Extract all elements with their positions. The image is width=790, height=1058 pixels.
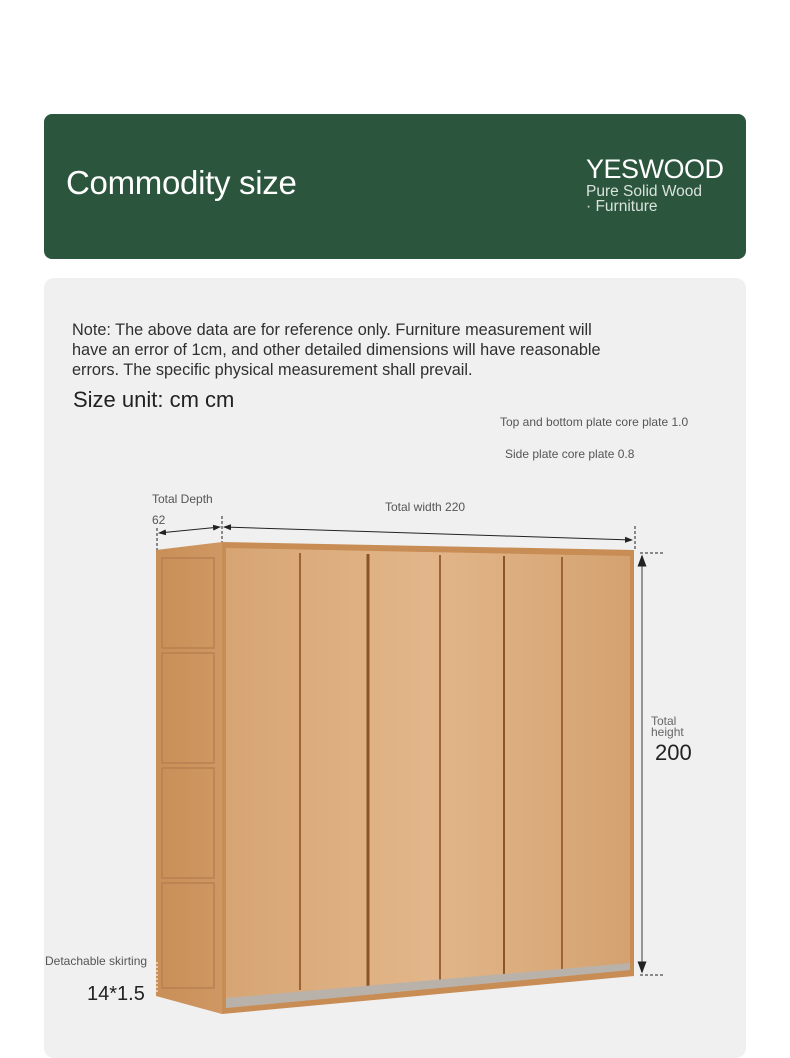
height-value: 200 bbox=[655, 740, 692, 765]
spec-side: Side plate core plate 0.8 bbox=[505, 447, 635, 461]
page-title: Commodity size bbox=[66, 164, 297, 201]
height-label: Total height bbox=[651, 714, 684, 739]
skirting-label: Detachable skirting bbox=[45, 954, 148, 968]
brand-tagline-1: Pure Solid Wood bbox=[586, 183, 703, 200]
spec-top-bottom: Top and bottom plate core plate 1.0 bbox=[500, 415, 689, 429]
header-banner bbox=[44, 114, 746, 259]
size-unit: Size unit: cm cm bbox=[73, 387, 235, 412]
width-label: Total width 220 bbox=[385, 500, 466, 514]
brand-name: YESWOOD bbox=[586, 154, 724, 184]
side-panel bbox=[156, 542, 222, 1014]
depth-value: 62 bbox=[152, 513, 166, 527]
wardrobe-illustration bbox=[44, 278, 746, 1058]
skirting-value: 14*1.5 bbox=[87, 983, 145, 1005]
measurement-note: Note: The above data are for reference only. Furniture measurement will have an error of 1cm, and other detailed dimensions will have reasonable errors. The specific physical measurement shall prevail. bbox=[72, 321, 601, 379]
size-card bbox=[44, 278, 746, 1058]
brand-logo bbox=[586, 154, 724, 214]
brand-tagline-2: · Furniture bbox=[586, 198, 658, 215]
depth-label: Total Depth bbox=[152, 492, 213, 506]
